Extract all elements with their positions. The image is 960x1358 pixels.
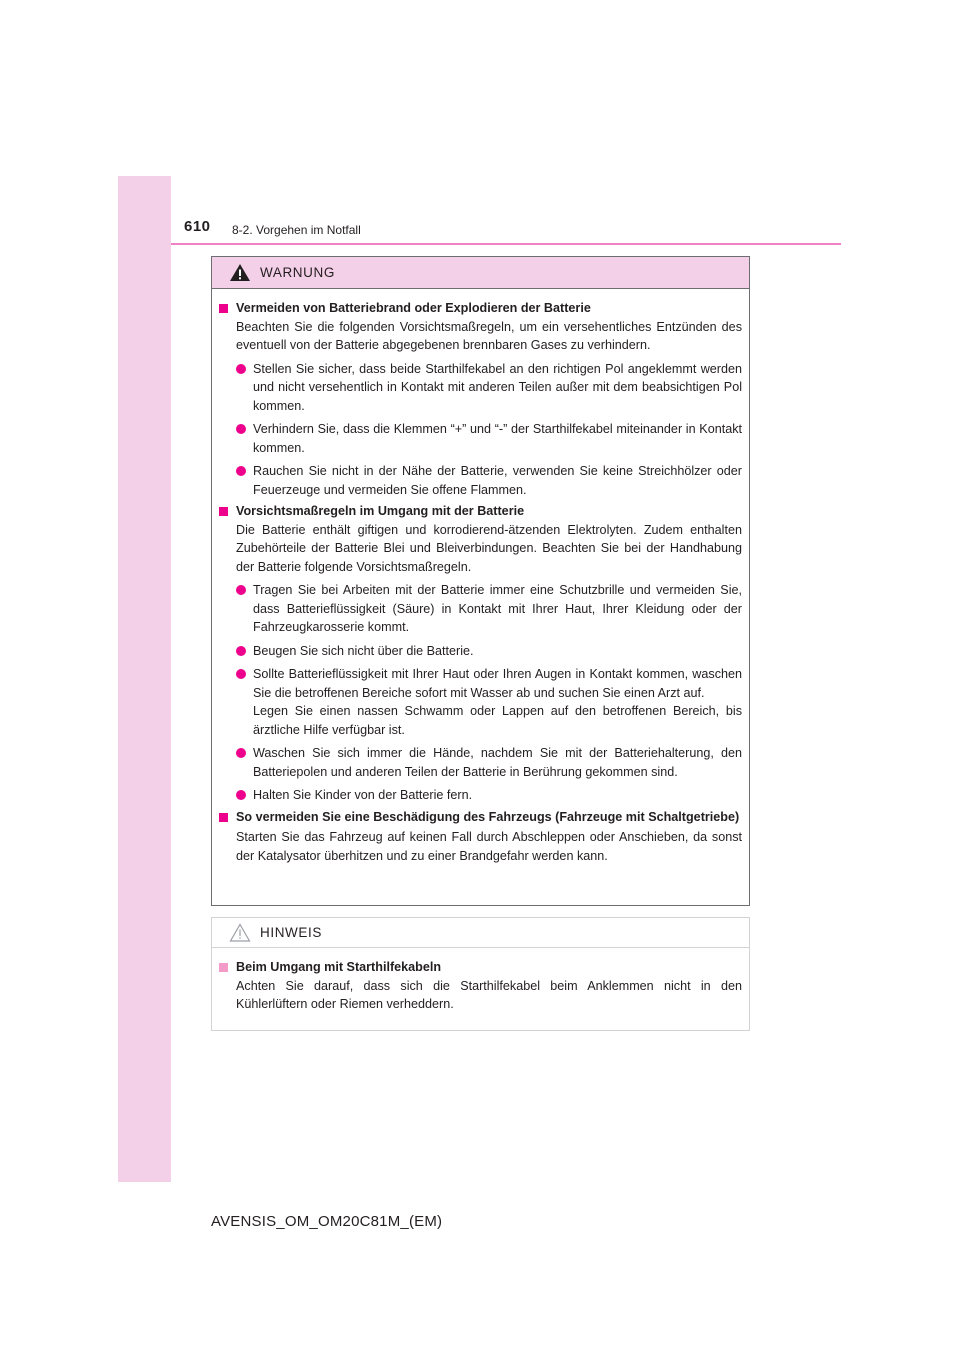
bullet-text: Verhindern Sie, dass die Klemmen “+” und “-” der Starthilfekabel miteinander in Kontakt kommen. bbox=[253, 422, 742, 455]
circle-bullet-icon bbox=[236, 424, 246, 434]
notice-body bbox=[212, 948, 749, 1014]
list-item bbox=[236, 744, 742, 781]
square-bullet-icon bbox=[219, 963, 228, 972]
page-number: 610 bbox=[184, 218, 211, 235]
circle-bullet-icon bbox=[236, 364, 246, 374]
bullet-text: Sollte Batterieflüssigkeit mit Ihrer Haut oder Ihren Augen in Kontakt kommen, waschen Sie die betroffenen Bereiche sofort mit Wasser ab und suchen Sie einen Arzt auf. bbox=[253, 667, 742, 700]
square-bullet-icon bbox=[219, 813, 228, 822]
notice-title: HINWEIS bbox=[260, 925, 322, 940]
circle-bullet-icon bbox=[236, 790, 246, 800]
list-item bbox=[236, 581, 742, 637]
bullet-text: Stellen Sie sicher, dass beide Starthilfekabel an den richtigen Pol angeklemmt werden und nicht versehentlich in Kontakt mit anderen Teilen außer mit dem beabsichtigen Pol kommen. bbox=[253, 361, 742, 413]
notice-header bbox=[212, 918, 749, 948]
item-title: Beim Umgang mit Starthilfekabeln bbox=[236, 960, 442, 974]
list-item bbox=[236, 786, 742, 805]
item-text: Achten Sie darauf, dass sich die Starthilfekabel beim Anklemmen nicht in den Kühlerlüftern oder Riemen verheddern. bbox=[236, 978, 742, 1011]
bullet-continuation: Legen Sie einen nassen Schwamm oder Lappen auf den betroffenen Bereich, bis ärztliche Hilfe verfügbar ist. bbox=[253, 704, 742, 737]
item-title: So vermeiden Sie eine Beschädigung des Fahrzeugs (Fahrzeuge mit Schaltgetriebe) bbox=[236, 809, 740, 824]
warning-triangle-icon bbox=[229, 263, 251, 282]
warning-item-vehicle-damage bbox=[219, 808, 742, 866]
warning-header bbox=[212, 257, 749, 289]
document-code: AVENSIS_OM_OM20C81M_(EM) bbox=[211, 1213, 443, 1230]
bullet-text: Beugen Sie sich nicht über die Batterie. bbox=[253, 643, 474, 658]
item-text: Beachten Sie die folgenden Vorsichtsmaßregeln, um ein versehentliches Entzünden des eventuell von der Batterie abgegebenen brennbaren Gases zu verhindern. bbox=[236, 319, 742, 352]
list-item bbox=[236, 462, 742, 499]
notice-box bbox=[211, 917, 750, 1031]
warning-box bbox=[211, 256, 750, 906]
warning-title: WARNUNG bbox=[260, 265, 335, 280]
bullet-text: Rauchen Sie nicht in der Nähe der Batterie, verwenden Sie keine Streichhölzer oder Feuerzeuge und vermeiden Sie offene Flammen. bbox=[253, 464, 742, 497]
warning-body bbox=[212, 289, 749, 865]
circle-bullet-icon bbox=[236, 669, 246, 679]
section-title: 8-2. Vorgehen im Notfall bbox=[232, 223, 361, 237]
item-title: Vermeiden von Batteriebrand oder Explodieren der Batterie bbox=[236, 301, 591, 315]
circle-bullet-icon bbox=[236, 585, 246, 595]
warning-item-battery-handling bbox=[219, 502, 742, 805]
list-item bbox=[236, 642, 742, 661]
list-item bbox=[236, 665, 742, 739]
circle-bullet-icon bbox=[236, 646, 246, 656]
circle-bullet-icon bbox=[236, 466, 246, 476]
list-item bbox=[236, 420, 742, 457]
bullet-text: Halten Sie Kinder von der Batterie fern. bbox=[253, 788, 473, 802]
notice-item-jumper-cables bbox=[219, 958, 742, 1014]
circle-bullet-icon bbox=[236, 748, 246, 758]
item-title: Vorsichtsmaßregeln im Umgang mit der Batterie bbox=[236, 504, 525, 518]
item-text: Starten Sie das Fahrzeug auf keinen Fall durch Abschleppen oder Anschieben, da sonst der Katalysator überhitzen und zu einer Brandgefahr werden kann. bbox=[236, 830, 742, 863]
warning-item-battery-fire bbox=[219, 299, 742, 499]
square-bullet-icon bbox=[219, 507, 228, 516]
item-text: Die Batterie enthält giftigen und korrodierend-ätzenden Elektrolyten. Zudem enthalten Zubehörteile der Batterie Blei und Bleiverbindungen. Beachten Sie bei der Handhabung der Batterie folgende Vorsichtsmaßregeln. bbox=[236, 522, 742, 574]
bullet-text: Waschen Sie sich immer die Hände, nachdem Sie mit der Batteriehalterung, den Batteriepolen und anderen Teilen der Batterie in Berührung gekommen sind. bbox=[253, 746, 742, 779]
side-color-strip bbox=[118, 176, 171, 1182]
bullet-text: Tragen Sie bei Arbeiten mit der Batterie immer eine Schutzbrille und vermeiden Sie, dass Batterieflüssigkeit (Säure) in Kontakt mit Ihrer Haut, Ihrer Kleidung oder der Fahrzeugkarosserie kommt. bbox=[253, 583, 742, 634]
list-item bbox=[236, 360, 742, 416]
square-bullet-icon bbox=[219, 304, 228, 313]
notice-triangle-icon bbox=[229, 923, 251, 942]
header-divider bbox=[171, 243, 841, 245]
